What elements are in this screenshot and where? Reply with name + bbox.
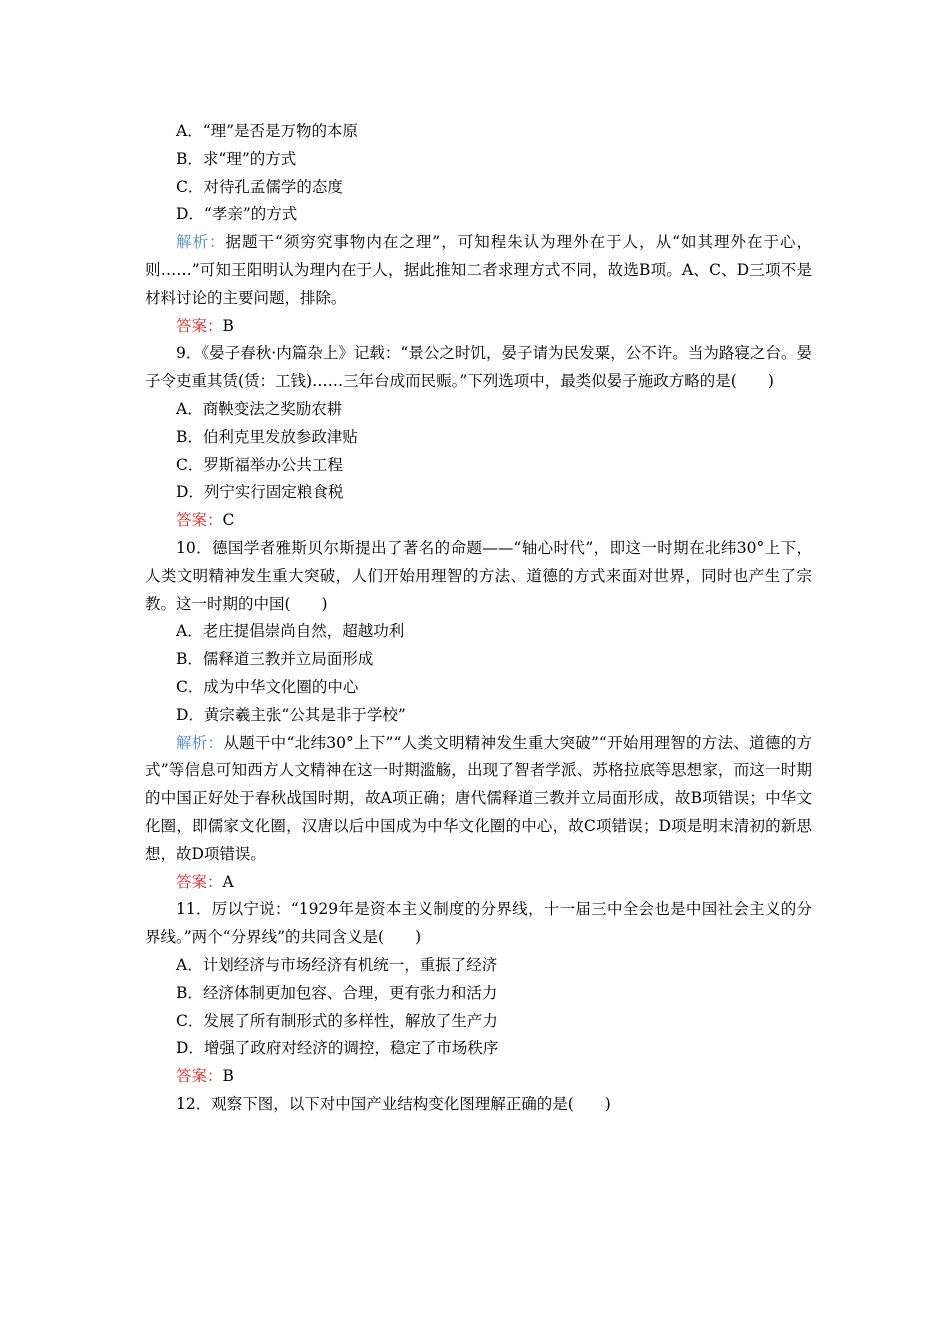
- question-9: [145, 340, 812, 535]
- option-b: B．儒释道三教并立局面形成: [176, 650, 374, 669]
- answer: [145, 1063, 812, 1091]
- analysis-text: 据题干“须穷究事物内在之理”，可知程朱认为理外在于人，从“如其理外在于心，则……”可知王阳明认为理内在于人，据此推知二者求理方式不同，故选B项。A、C、D三项不是材料讨论的主要问题，排除。: [145, 233, 812, 307]
- option-c: C．成为中华文化圈的中心: [176, 677, 359, 696]
- option-d: D．增强了政府对经济的调控，稳定了市场秩序: [176, 1039, 499, 1058]
- option-a: A．商鞅变法之奖励农耕: [176, 399, 343, 418]
- option-a: A．“理”是否是万物的本原: [176, 122, 359, 140]
- answer-label: 答案：: [176, 511, 223, 530]
- option-c: C．对待孔孟儒学的态度: [176, 177, 343, 196]
- analysis-label: 解析：: [176, 233, 226, 252]
- answer: [145, 313, 812, 341]
- answer-value: C: [222, 511, 235, 530]
- answer-label: 答案：: [176, 1067, 223, 1086]
- option-c: C．罗斯福举办公共工程: [176, 455, 343, 474]
- option-d: D．黄宗羲主张“公其是非于学校”: [176, 705, 406, 724]
- analysis: [145, 229, 812, 312]
- answer-label: 答案：: [176, 316, 223, 335]
- question-11: [145, 896, 812, 1091]
- question-10: [145, 535, 812, 896]
- answer: [145, 869, 812, 897]
- question-stem: 12．观察下图，以下对中国产业结构变化图理解正确的是( ): [176, 1094, 611, 1113]
- question-stem: 9．《晏子春秋·内篇杂上》记载：“景公之时饥，晏子请为民发粟，公不许。当为路寝之台。晏子令吏重其赁(赁：工钱)……三年台成而民赈。”下列选项中，最类似晏子施政方略的是( ): [145, 344, 812, 391]
- question-stem: 10．德国学者雅斯贝尔斯提出了著名的命题——“轴心时代”，即这一时期在北纬30°上下，人类文明精神发生重大突破，人们开始用理智的方法、道德的方式来面对世界，同时也产生了宗教。这一时期的中国( ): [145, 538, 812, 613]
- option-b: B．伯利克里发放参政津贴: [176, 427, 358, 446]
- question-stem: 11．厉以宁说：“1929年是资本主义制度的分界线，十一届三中全会也是中国社会主义的分界线。”两个“分界线”的共同含义是( ): [145, 900, 812, 947]
- exam-content: [145, 118, 812, 1119]
- analysis-label: 解析：: [176, 733, 224, 752]
- option-d: D．“孝亲”的方式: [176, 205, 298, 224]
- question-12: [145, 1091, 812, 1119]
- option-a: A．计划经济与市场经济有机统一，重振了经济: [176, 955, 498, 974]
- answer: [145, 507, 812, 535]
- option-a: A．老庄提倡崇尚自然，超越功利: [176, 622, 405, 641]
- analysis-text: 从题干中“北纬30°上下”“人类文明精神发生重大突破”“开始用理智的方法、道德的方式”等信息可知西方人文精神在这一时期滥觞，出现了智者学派、苏格拉底等思想家，而这一时期的中国正好处于春秋战国时期，故A项正确；唐代儒释道三教并立局面形成，故B项错误；中华文化圈，即儒家文化圈，汉唐以后中国成为中华文化圈的中心，故C项错误；D项是明末清初的新思想，故D项错误。: [145, 733, 812, 863]
- answer-value: B: [222, 1067, 234, 1086]
- option-b: B．求“理”的方式: [176, 149, 297, 168]
- analysis: [145, 730, 812, 869]
- answer-value: B: [222, 316, 234, 335]
- answer-value: A: [222, 872, 234, 891]
- question-8: [145, 118, 812, 340]
- option-b: B．经济体制更加包容、合理，更有张力和活力: [176, 983, 498, 1002]
- answer-label: 答案：: [176, 872, 223, 891]
- option-c: C．发展了所有制形式的多样性，解放了生产力: [176, 1011, 498, 1030]
- option-d: D．列宁实行固定粮食税: [176, 483, 344, 502]
